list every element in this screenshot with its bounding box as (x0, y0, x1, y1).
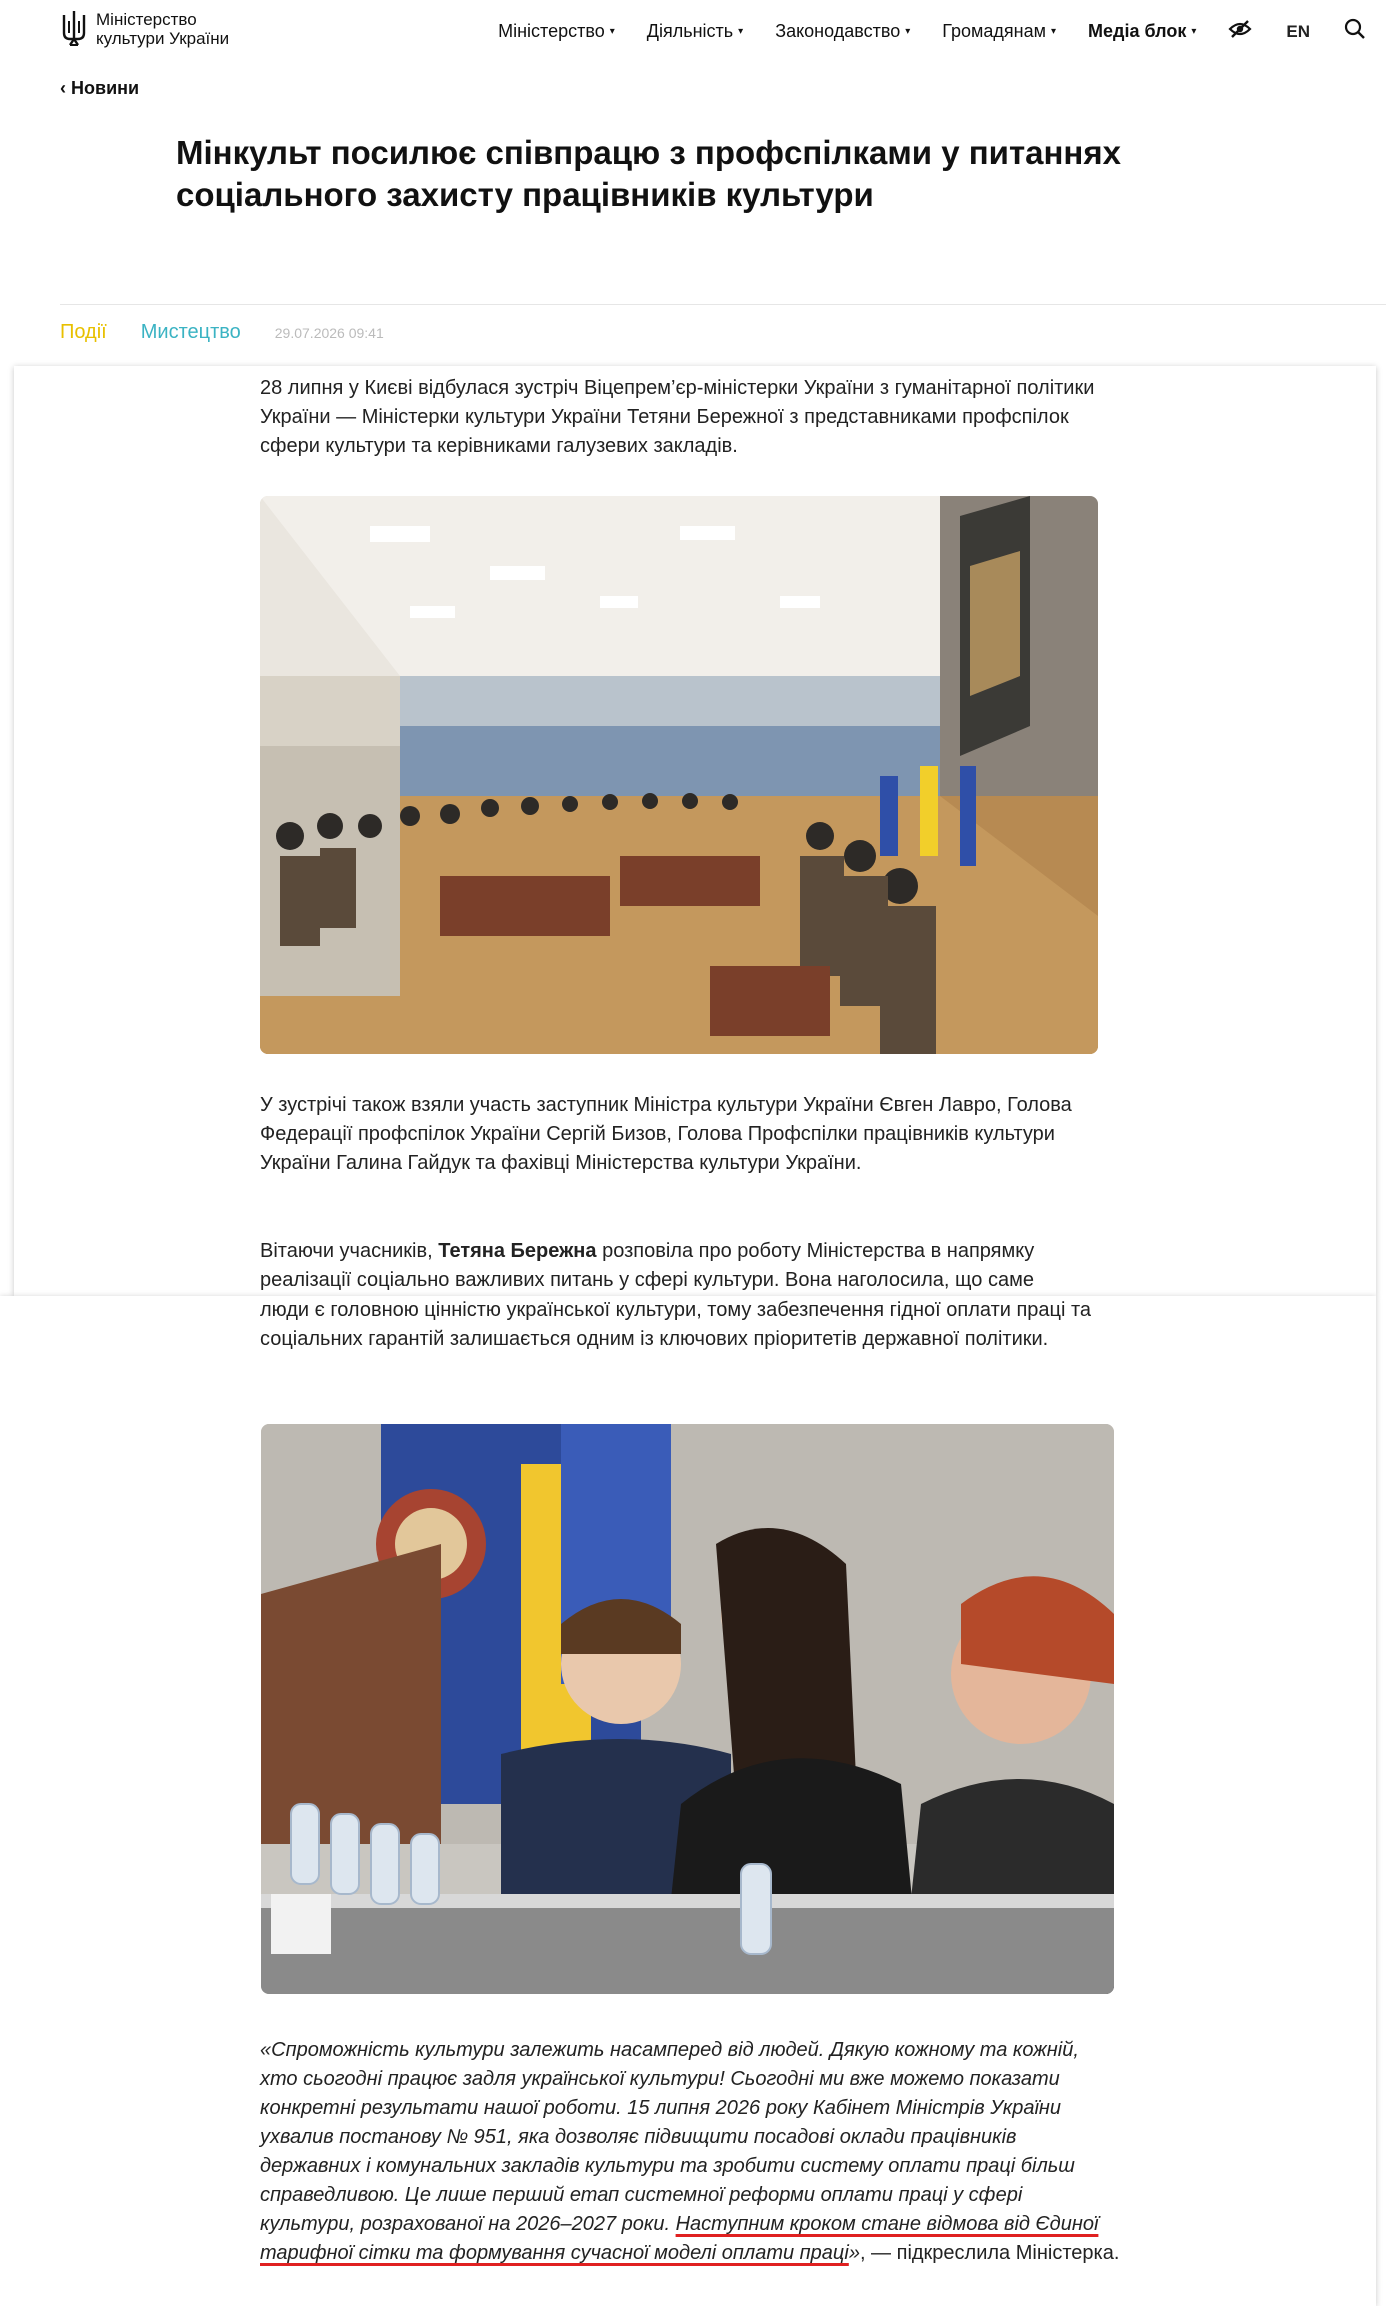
main-nav (498, 18, 1386, 45)
nav-item-ministry[interactable] (498, 21, 615, 42)
nav-label: Законодавство (775, 21, 901, 41)
minister-name: Тетяна Бережна (438, 1240, 597, 1262)
quote-attribution: , — підкреслила Міністерка. (859, 2242, 1120, 2264)
back-label: Новини (71, 78, 140, 98)
chevron-down-icon: ▾ (738, 26, 744, 37)
trident-icon (60, 9, 88, 49)
chevron-down-icon: ▾ (1191, 26, 1197, 37)
paragraph-priorities: люди є головною цінністю української культури, тому забезпечення гідної оплати праці та соціальних гарантій залишається одним із ключових пріоритетів державної політики. (260, 1299, 1092, 1350)
photo-conference-hall (260, 496, 1098, 1054)
language-switch[interactable]: EN (1286, 21, 1310, 41)
chevron-down-icon: ▾ (905, 26, 911, 37)
site-header (0, 0, 1386, 62)
greeting-prefix: Вітаючи учасників, (260, 1240, 439, 1262)
greeting-rest: розповіла про роботу Міністерства в напрямку реалізації соціально важливих питань у сфері культури. Вона наголосила, що саме (260, 1240, 1035, 1291)
tag-art[interactable]: Мистецтво (140, 321, 241, 343)
article-tags (60, 321, 384, 344)
paragraph-participants: У зустрічі також взяли участь заступник Міністра культури України Євген Лавро, Голова Федерації профспілок України Сергій Бизов, Голова Профспілки працівників культури України Галина Гайдук та фахівці Міністерства культури України. (260, 1094, 1072, 1174)
low-vision-icon[interactable] (1228, 19, 1252, 44)
photo-speakers (261, 1424, 1114, 1994)
nav-item-citizens[interactable] (942, 21, 1056, 42)
quote-end: » (848, 2242, 860, 2264)
back-to-news-link[interactable] (60, 78, 139, 99)
nav-item-legislation[interactable] (775, 21, 910, 42)
page-title: Мінкульт посилює співпрацю з профспілками у питаннях соціального захисту працівників культури (176, 134, 1121, 213)
nav-label: Міністерство (498, 21, 605, 41)
article-card (14, 366, 1376, 1296)
quote-underlined: Наступним кроком стане відмова від Єдиної тарифної сітки та формування сучасної моделі оплати праці (260, 2213, 1099, 2264)
tag-events[interactable]: Події (60, 321, 107, 343)
minister-quote (260, 2036, 1120, 2268)
chevron-left-icon: ‹ (60, 78, 66, 98)
logo-line2: культури України (96, 29, 230, 48)
article-card-continued (0, 1296, 1376, 2306)
quote-main: «Спроможність культури залежить насамперед від людей. Дякую кожному та кожній, хто сьогодні працює задля української культури! Сьогодні ми вже можемо показати конкретні результати нашої роботи. 15 липня 2026 року Кабінет Міністрів України ухвалив постанову № 951, яка дозволяє підвищити посадові оклади працівників державних і комунальних закладів культури та зробити систему оплати праці більш справедливою. Це лише перший етап системної реформи оплати праці у сфері культури, розрахованої на 2026–2027 роки. (260, 2039, 1079, 2235)
nav-item-activity[interactable] (647, 21, 743, 42)
nav-label: Медіа блок (1088, 21, 1187, 41)
divider (60, 304, 1386, 305)
nav-item-media[interactable] (1088, 21, 1196, 42)
search-icon[interactable] (1344, 18, 1366, 45)
nav-label: Діяльність (646, 21, 734, 41)
paragraph-greeting (260, 1237, 1120, 1295)
chevron-down-icon: ▾ (1050, 26, 1057, 37)
nav-label: Громадянам (942, 21, 1046, 41)
chevron-down-icon: ▾ (609, 26, 615, 37)
logo-line1: Міністерство (96, 10, 197, 29)
site-logo[interactable] (60, 9, 229, 49)
publish-date: 29.07.2026 09:41 (274, 324, 384, 341)
paragraph-intro: 28 липня у Києві відбулася зустріч Віцепрем’єр-міністерки України з гуманітарної політики України — Міністерки культури України Тетяни Бережної з представниками профспілок сфери культури та керівниками галузевих закладів. (260, 377, 1095, 457)
